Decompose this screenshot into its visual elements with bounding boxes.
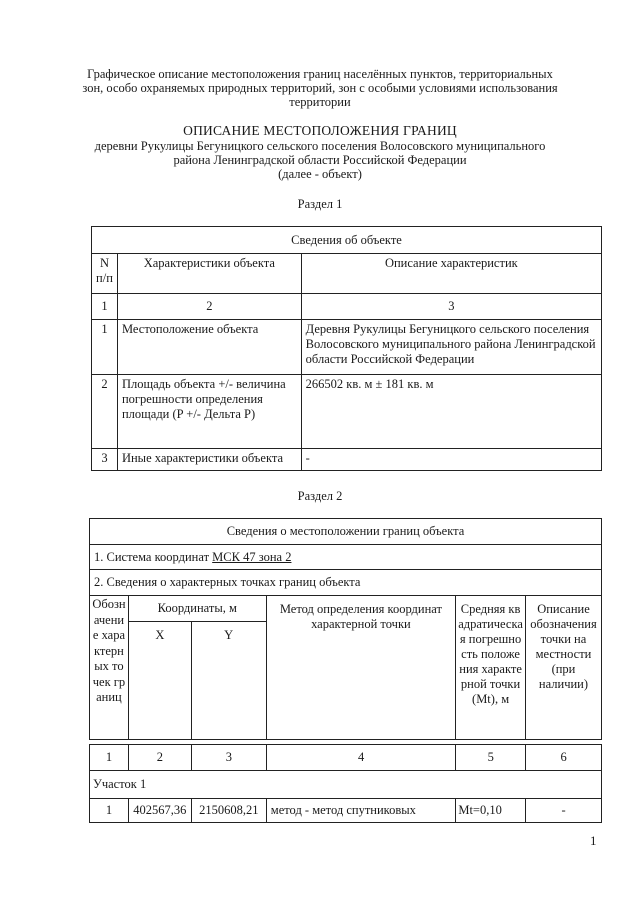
column-number: 1 xyxy=(90,745,129,771)
points-data-table xyxy=(89,744,602,823)
points-header-table xyxy=(89,595,602,740)
header-point-description: Описание обозначения точки на местности (при наличии) xyxy=(525,596,601,740)
boundary-info-header xyxy=(89,518,602,596)
point-description: - xyxy=(526,799,602,823)
column-number: 3 xyxy=(191,745,266,771)
coordinate-system-label: 1. Система координат xyxy=(94,549,213,564)
object-info-title: Сведения об объекте xyxy=(92,227,602,254)
coordinate-system-row xyxy=(90,545,602,570)
row-characteristic: Иные характеристики объекта xyxy=(117,449,301,471)
header-mt: Средняя квадратическая погрешность положения характерной точки (Mt), м xyxy=(456,596,526,740)
column-number: 1 xyxy=(92,294,118,320)
title-line-3: (далее - объект) xyxy=(278,167,362,181)
header-point-designation: Обозначение характерных точек границ xyxy=(90,596,129,740)
plot-label: Участок 1 xyxy=(90,771,602,799)
row-description: Деревня Рукулицы Бегуницкого сельского поселения Волосовского муниципального района Ленинградской области Российской Федерации xyxy=(301,320,601,375)
column-number: 6 xyxy=(526,745,602,771)
row-description: - xyxy=(301,449,601,471)
object-info-table xyxy=(91,226,602,471)
header-y: Y xyxy=(191,622,266,740)
point-mt: Mt=0,10 xyxy=(456,799,526,823)
boundary-info-title: Сведения о местоположении границ объекта xyxy=(90,519,602,545)
header-coordinates: Координаты, м xyxy=(128,596,266,622)
header-line-1: Графическое описание местоположения границ населённых пунктов, территориальных xyxy=(87,67,553,81)
header-line-2: зон, особо охраняемых природных территорий, зон с особыми условиями использования xyxy=(82,81,558,95)
header-x: X xyxy=(128,622,191,740)
coordinate-system-value: МСК 47 зона 2 xyxy=(212,549,292,564)
row-description: 266502 кв. м ± 181 кв. м xyxy=(301,375,601,449)
page-number: 1 xyxy=(590,833,597,848)
column-number: 4 xyxy=(266,745,456,771)
header-method: Метод определения координат характерной точки xyxy=(266,596,456,740)
header-number: N п/п xyxy=(92,254,118,294)
column-number: 5 xyxy=(456,745,526,771)
column-number: 2 xyxy=(128,745,191,771)
row-characteristic: Площадь объекта +/- величина погрешности определения площади (P +/- Дельта P) xyxy=(117,375,301,449)
title-line-1: деревни Рукулицы Бегуницкого сельского поселения Волосовского муниципального xyxy=(94,139,546,153)
section-2-label: Раздел 2 xyxy=(297,489,343,503)
section-1-label: Раздел 1 xyxy=(297,197,343,211)
row-number: 3 xyxy=(92,449,118,471)
point-designation: 1 xyxy=(90,799,129,823)
point-method: метод - метод спутниковых xyxy=(266,799,456,823)
point-x: 402567,36 xyxy=(128,799,191,823)
points-info-label: 2. Сведения о характерных точках границ объекта xyxy=(90,570,602,596)
document-title: ОПИСАНИЕ МЕСТОПОЛОЖЕНИЯ ГРАНИЦ xyxy=(183,123,457,138)
row-number: 2 xyxy=(92,375,118,449)
header-characteristic: Характеристики объекта xyxy=(117,254,301,294)
column-number: 2 xyxy=(117,294,301,320)
title-line-2: района Ленинградской области Российской Федерации xyxy=(173,153,467,167)
row-characteristic: Местоположение объекта xyxy=(117,320,301,375)
row-number: 1 xyxy=(92,320,118,375)
header-description: Описание характеристик xyxy=(301,254,601,294)
header-line-3: территории xyxy=(289,95,351,109)
point-y: 2150608,21 xyxy=(191,799,266,823)
column-number: 3 xyxy=(301,294,601,320)
